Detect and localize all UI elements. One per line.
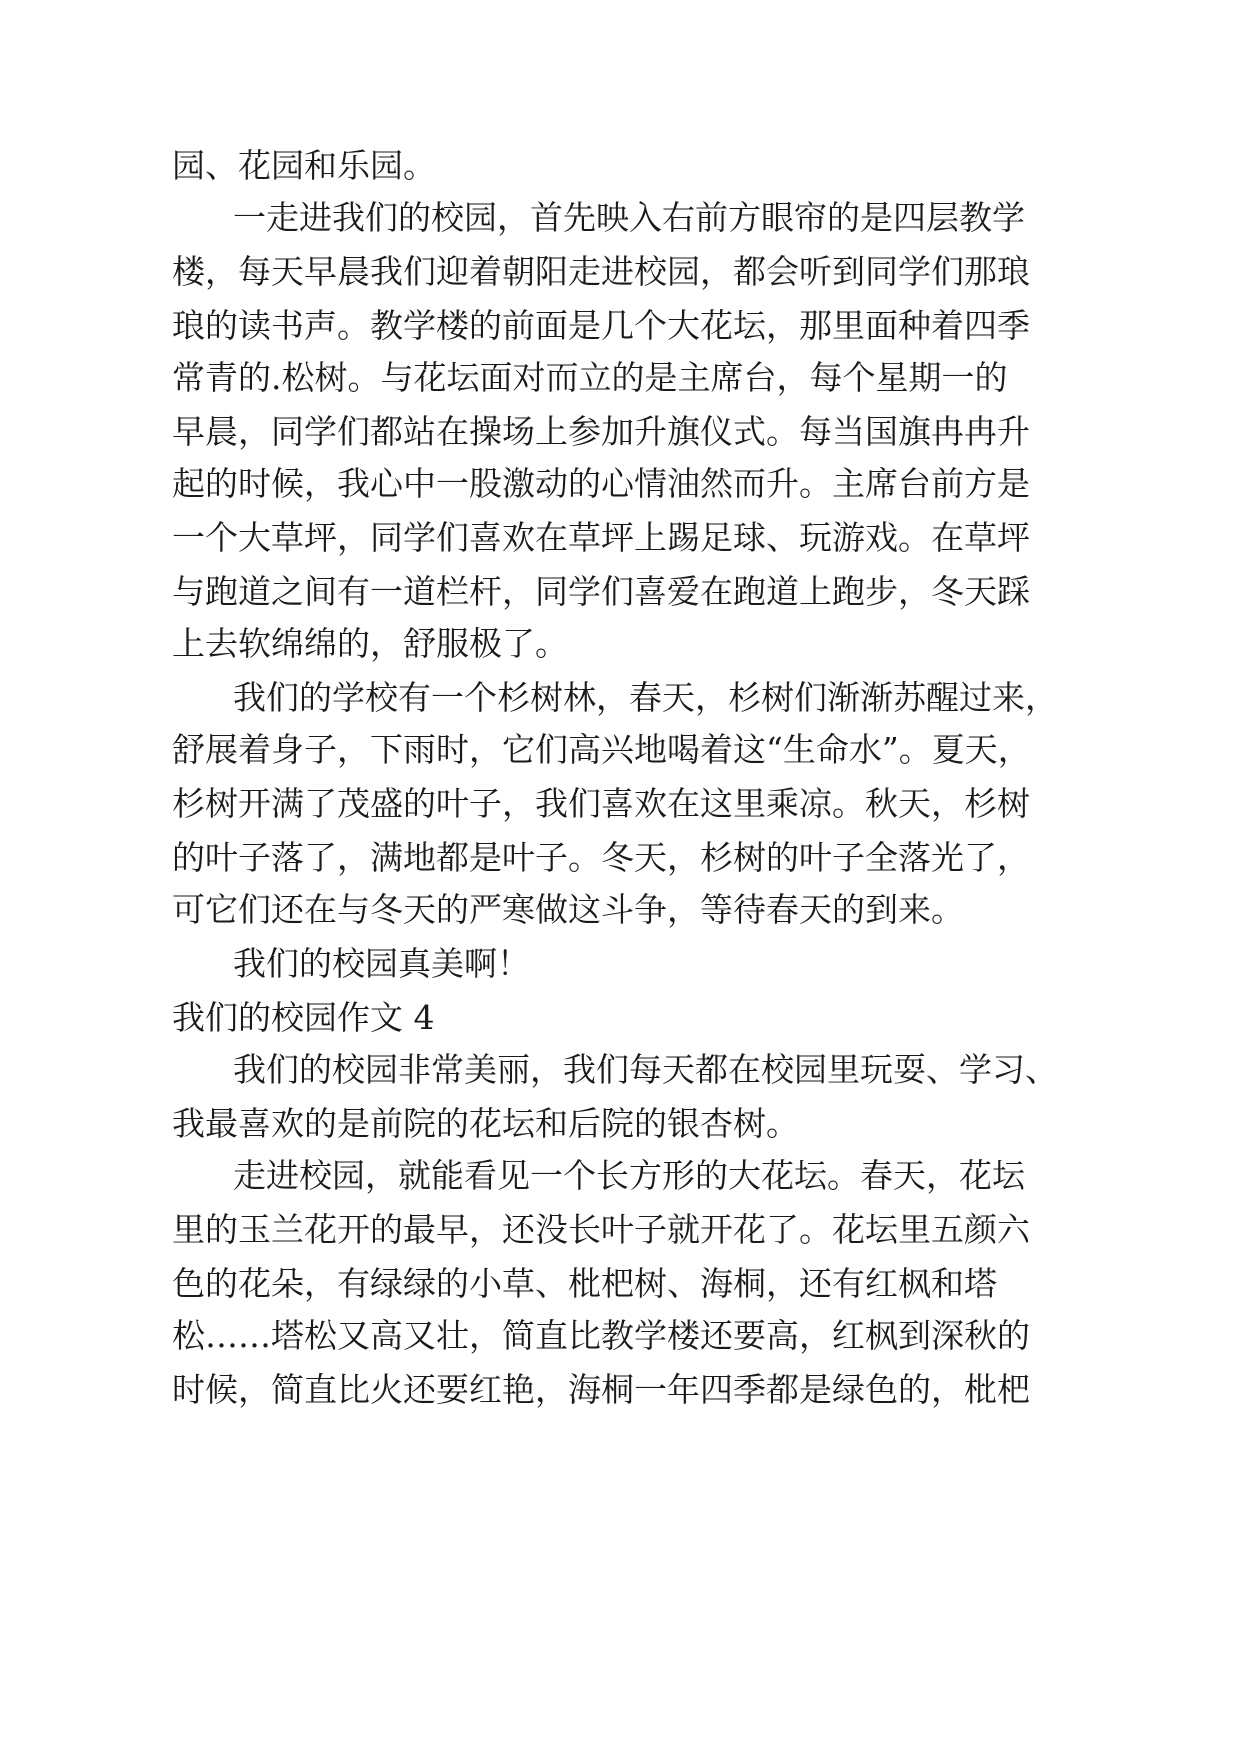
text-line-content: 色的花朵，有绿绿的小草、枇杷树、海桐，还有红枫和塔 bbox=[172, 1264, 997, 1303]
text-line bbox=[0, 624, 1241, 664]
text-line bbox=[0, 464, 1241, 504]
text-line-content: 走进校园，就能看见一个长方形的大花坛。春天，花坛 bbox=[233, 1156, 1025, 1195]
text-line-content: 常青的.松树。与花坛面对而立的是主席台，每个星期一的 bbox=[172, 358, 1008, 397]
text-line bbox=[0, 1316, 1241, 1356]
section-heading bbox=[0, 998, 1241, 1038]
paragraph-first-line bbox=[0, 678, 1241, 718]
paragraph-first-line bbox=[0, 1156, 1241, 1196]
text-line-content: 我们的校园真美啊！ bbox=[233, 944, 530, 983]
heading-text: 我们的校园作文 4 bbox=[172, 998, 435, 1037]
text-line-content: 上去软绵绵的，舒服极了。 bbox=[172, 624, 568, 663]
text-line-content: 我最喜欢的是前院的花坛和后院的银杏树。 bbox=[172, 1104, 799, 1143]
paragraph-first-line bbox=[233, 198, 1025, 238]
text-line bbox=[0, 1264, 1241, 1304]
text-line bbox=[0, 730, 1241, 770]
text-line-content: 松……塔松又高又壮，简直比教学楼还要高，红枫到深秋的 bbox=[172, 1316, 1030, 1355]
text-line bbox=[0, 412, 1241, 452]
text-line-content: 琅的读书声。教学楼的前面是几个大花坛，那里面种着四季 bbox=[172, 306, 1030, 345]
paragraph-first-line bbox=[0, 944, 1241, 984]
text-line bbox=[0, 358, 1241, 398]
text-line-content: 我们的校园非常美丽，我们每天都在校园里玩耍、学习、 bbox=[233, 1050, 1058, 1089]
text-line-content: 与跑道之间有一道栏杆，同学们喜爱在跑道上跑步，冬天踩 bbox=[172, 572, 1030, 611]
text-line bbox=[0, 252, 1241, 292]
text-line-content: 舒展着身子，下雨时，它们高兴地喝着这“生命水”。夏天， bbox=[172, 730, 1031, 769]
text-line-content: 一走进我们的校园，首先映入右前方眼帘的是四层教学 bbox=[233, 198, 1025, 237]
text-line-content: 杉树开满了茂盛的叶子，我们喜欢在这里乘凉。秋天，杉树 bbox=[172, 784, 1030, 823]
text-line bbox=[0, 1210, 1241, 1250]
text-line bbox=[0, 518, 1241, 558]
text-line-content: 我们的学校有一个杉树林，春天，杉树们渐渐苏醒过来， bbox=[233, 678, 1058, 717]
text-line-content: 楼，每天早晨我们迎着朝阳走进校园，都会听到同学们那琅 bbox=[172, 252, 1030, 291]
text-line-content: 一个大草坪，同学们喜欢在草坪上踢足球、玩游戏。在草坪 bbox=[172, 518, 1030, 557]
text-line-content: 时候，简直比火还要红艳，海桐一年四季都是绿色的，枇杷 bbox=[172, 1370, 1030, 1409]
text-line-content: 的叶子落了，满地都是叶子。冬天，杉树的叶子全落光了， bbox=[172, 838, 1030, 877]
text-line bbox=[0, 146, 1241, 186]
paragraph-first-line bbox=[0, 1050, 1241, 1090]
text-line-content: 可它们还在与冬天的严寒做这斗争，等待春天的到来。 bbox=[172, 890, 964, 929]
text-line-content: 里的玉兰花开的最早，还没长叶子就开花了。花坛里五颜六 bbox=[172, 1210, 1030, 1249]
text-line bbox=[0, 890, 1241, 930]
text-line bbox=[0, 572, 1241, 612]
text-line bbox=[0, 838, 1241, 878]
text-line bbox=[0, 306, 1241, 346]
text-line-content: 园、花园和乐园。 bbox=[172, 146, 436, 185]
text-line bbox=[0, 1370, 1241, 1410]
text-line-content: 早晨，同学们都站在操场上参加升旗仪式。每当国旗冉冉升 bbox=[172, 412, 1030, 451]
text-line bbox=[0, 1104, 1241, 1144]
text-line bbox=[0, 784, 1241, 824]
text-line-content: 起的时候，我心中一股激动的心情油然而升。主席台前方是 bbox=[172, 464, 1030, 503]
